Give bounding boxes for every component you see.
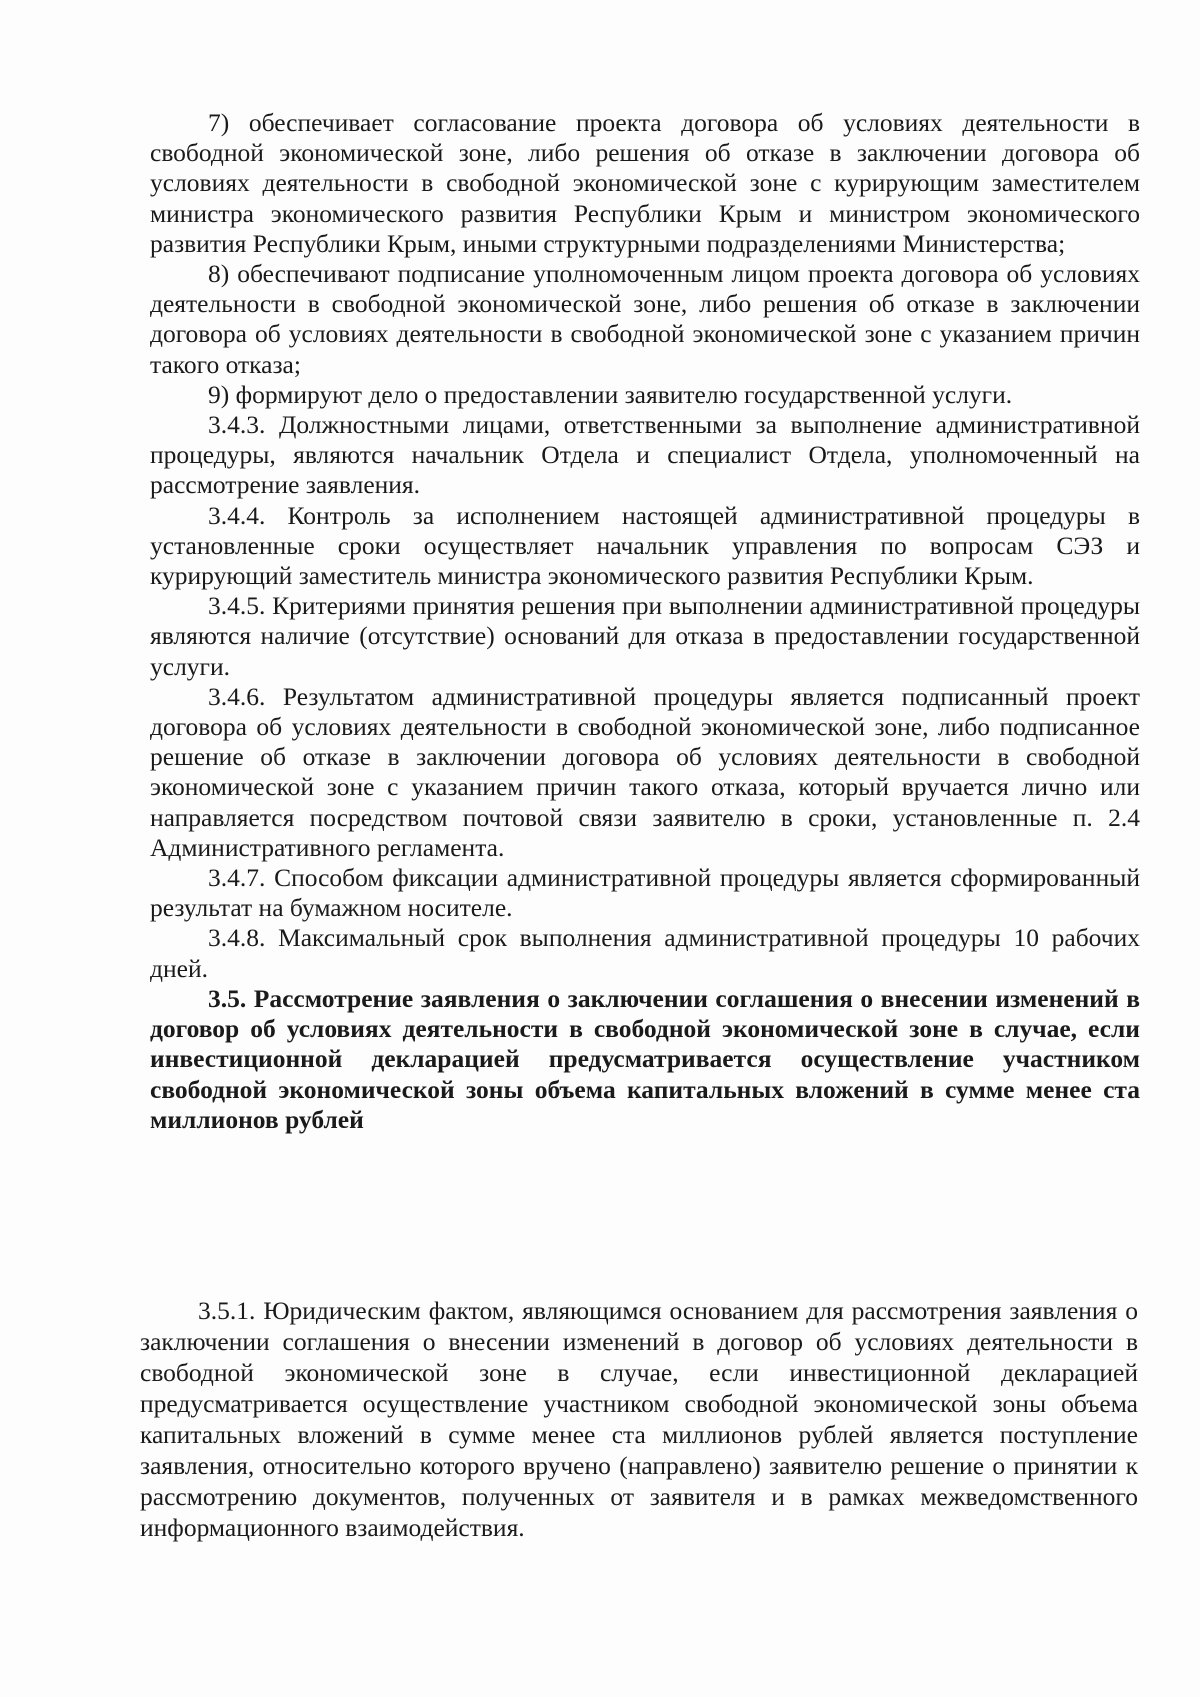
- paragraph-3-4-4: 3.4.4. Контроль за исполнением настоящей административной процедуры в установленные сроки осуществляет начальник управления по вопросам СЭЗ и курирующий заместитель министра экономического развития Республики Крым.: [150, 500, 1140, 591]
- paragraph-3-4-7: 3.4.7. Способом фиксации административной процедуры является сформированный результат на бумажном носителе.: [150, 863, 1140, 923]
- paragraph-item-9: 9) формируют дело о предоставлении заявителю государственной услуги.: [208, 379, 1013, 409]
- document-body: [150, 108, 1140, 1135]
- paragraph-item-8: 8) обеспечивают подписание уполномоченным лицом проекта договора об условиях деятельности в свободной экономической зоне, либо решения об отказе в заключении договора об условиях деятельности в свободной экономической зоне с указанием причин такого отказа;: [150, 259, 1140, 379]
- paragraph-3-4-3: 3.4.3. Должностными лицами, ответственными за выполнение административной процедуры, являются начальник Отдела и специалист Отдела, уполномоченный на рассмотрение заявления.: [150, 410, 1140, 500]
- section-3-5-body: [140, 1295, 1138, 1543]
- section-heading-3-5: 3.5. Рассмотрение заявления о заключении соглашения о внесении изменений в договор об условиях деятельности в свободной экономической зоне в случае, если инвестиционной декларацией предусматривается осуществление участником свободной экономической зоны объема капитальных вложений в сумме менее ста миллионов рублей: [150, 983, 1140, 1134]
- paragraph-3-4-6: 3.4.6. Результатом административной процедуры является подписанный проект договора об условиях деятельности в свободной экономической зоне, либо подписанное решение об отказе в заключении договора об условиях деятельности в свободной экономической зоне с указанием причин такого отказа, который вручается лично или направляется посредством почтовой связи заявителю в сроки, установленные п. 2.4 Административного регламента.: [150, 681, 1140, 862]
- paragraph-3-4-5: 3.4.5. Критериями принятия решения при выполнении административной процедуры являются наличие (отсутствие) оснований для отказа в предоставлении государственной услуги.: [150, 591, 1140, 681]
- paragraph-item-7: 7) обеспечивает согласование проекта договора об условиях деятельности в свободной экономической зоне, либо решения об отказе в заключении договора об условиях деятельности в свободной экономической зоне с курирующим заместителем министра экономического развития Республики Крым и министром экономического развития Республики Крым, иными структурными подразделениями Министерства;: [150, 108, 1140, 258]
- paragraph-3-5-1: 3.5.1. Юридическим фактом, являющимся основанием для рассмотрения заявления о заключении соглашения о внесении изменений в договор об условиях деятельности в свободной экономической зоне в случае, если инвестиционной декларацией предусматривается осуществление участником свободной экономической зоны объема капитальных вложений в сумме менее ста миллионов рублей является поступление заявления, относительно которого вручено (направлено) заявителю решение о принятии к рассмотрению документов, полученных от заявителя и в рамках межведомственного информационного взаимодействия.: [140, 1296, 1138, 1542]
- paragraph-3-4-8: 3.4.8. Максимальный срок выполнения административной процедуры 10 рабочих дней.: [150, 923, 1140, 983]
